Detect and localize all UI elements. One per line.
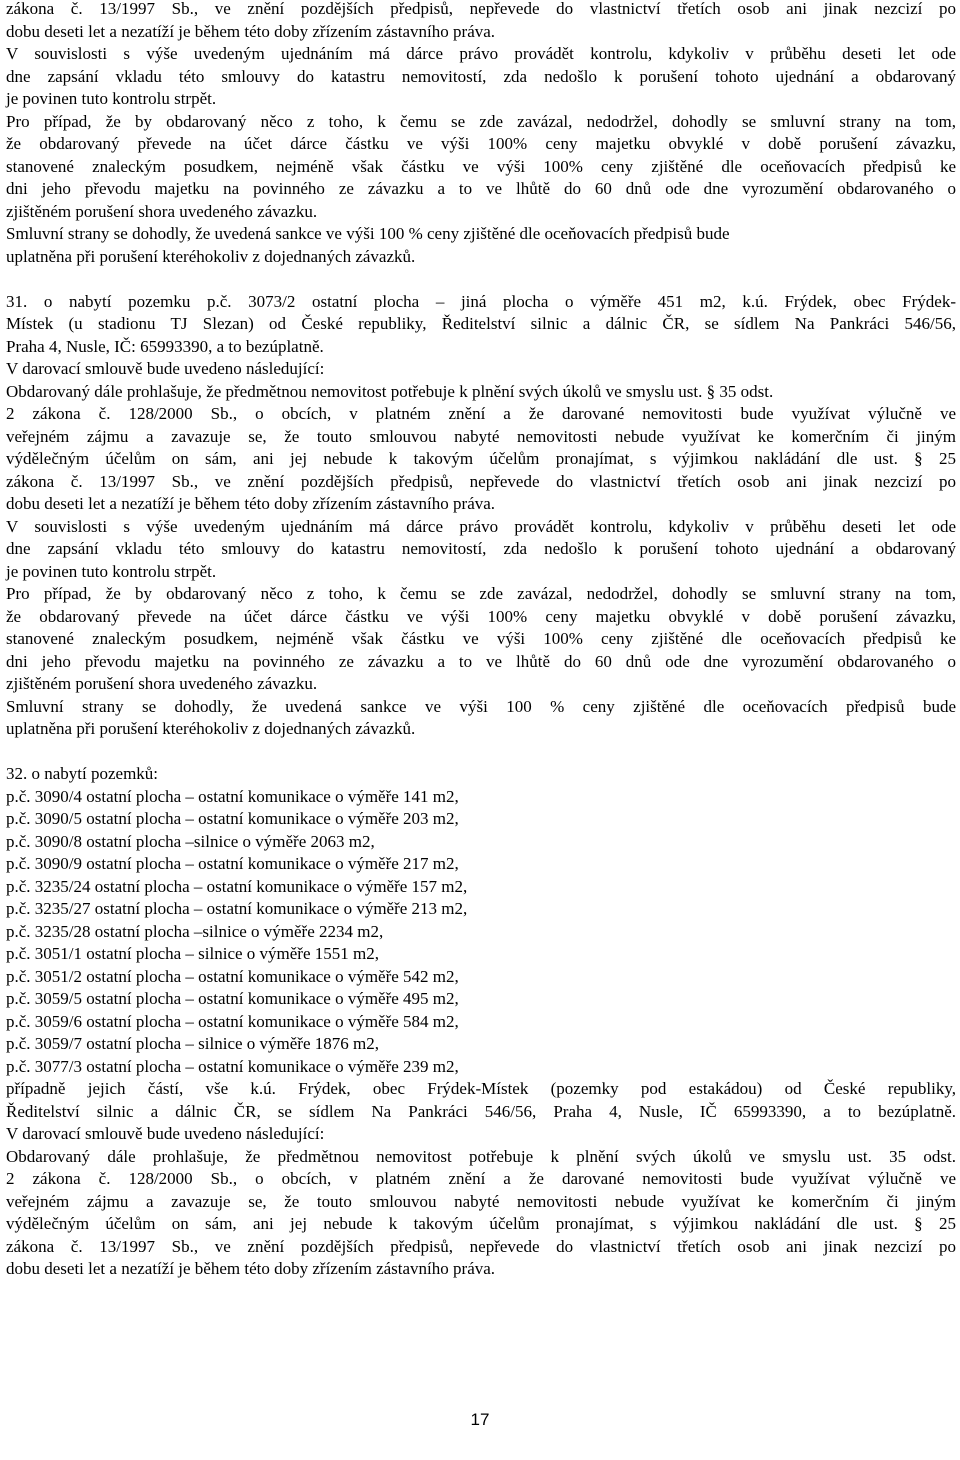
text-line: zákona č. 13/1997 Sb., ve znění pozdějších předpisů, nepřevede do vlastnictví třetích osob ani jinak nezcizí po [6, 1236, 956, 1256]
text-line: případně jejich částí, vše k.ú. Frýdek, obec Frýdek-Místek (pozemky pod estakádou) od České republiky, [6, 1079, 956, 1098]
text-line: V darovací smlouvě bude uvedeno následující: [6, 359, 325, 378]
text-line: p.č. 3235/27 ostatní plocha – ostatní komunikace o výměře 213 m2, [6, 899, 468, 918]
text-line: Pro případ, že by obdarovaný něco z toho, k čemu se zde zavázal, nedodržel, dohodly se smluvní strany na tom, [6, 111, 956, 131]
text-line: je povinen tuto kontrolu strpět. [6, 561, 217, 581]
text-line: výdělečným účelům on sám, ani jej nebude k takovým účelům pronajímat, s výjimkou nakládání dle ust. § 25 [6, 449, 956, 468]
text-line: p.č. 3090/8 ostatní plocha –silnice o výměře 2063 m2, [6, 831, 375, 851]
text-line: p.č. 3090/9 ostatní plocha – ostatní komunikace o výměře 217 m2, [6, 854, 459, 873]
text-line: veřejném zájmu a zavazuje se, že touto smlouvou nabyté nemovitosti nebude využívat ke komerčním či jiným [6, 1191, 956, 1211]
text-line: Obdarovaný dále prohlašuje, že předmětnou nemovitost potřebuje k plnění svých úkolů ve smyslu ust. 35 odst. [6, 1146, 956, 1166]
text-line: p.č. 3090/4 ostatní plocha – ostatní komunikace o výměře 141 m2, [6, 786, 459, 806]
blank-line [6, 741, 956, 764]
text-line: dobu deseti let a nezatíží je během této doby zřízením zástavního práva. [6, 21, 496, 41]
text-line: 32. o nabytí pozemků: [6, 764, 159, 783]
text-line: 2 zákona č. 128/2000 Sb., o obcích, v platném znění a že darované nemovitosti bude využívat výlučně ve [6, 404, 956, 423]
text-line: p.č. 3235/28 ostatní plocha –silnice o výměře 2234 m2, [6, 921, 384, 941]
text-line: V souvislosti s výše uvedeným ujednáním má dárce právo provádět kontrolu, kdykoliv v průběhu deseti let ode [6, 516, 956, 536]
text-line: zjištěném porušení shora uvedeného závazku. [6, 201, 318, 221]
text-line: veřejném zájmu a zavazuje se, že touto smlouvou nabyté nemovitosti nebude využívat ke komerčním či jiným [6, 426, 956, 446]
text-line: p.č. 3059/5 ostatní plocha – ostatní komunikace o výměře 495 m2, [6, 989, 459, 1008]
blank-line [6, 268, 956, 291]
text-line: Smluvní strany se dohodly, že uvedená sankce ve výši 100 % ceny zjištěné dle oceňovacích předpisů bude [6, 224, 730, 243]
text-line: dobu deseti let a nezatíží je během této doby zřízením zástavního práva. [6, 494, 496, 513]
text-line: Praha 4, Nusle, IČ: 65993390, a to bezúplatně. [6, 336, 324, 356]
text-line: 31. o nabytí pozemku p.č. 3073/2 ostatní plocha – jiná plocha o výměře 451 m2, k.ú. Frýdek, obec Frýdek- [6, 291, 956, 311]
text-line: 2 zákona č. 128/2000 Sb., o obcích, v platném znění a že darované nemovitosti bude využívat výlučně ve [6, 1169, 956, 1188]
text-line: p.č. 3235/24 ostatní plocha – ostatní komunikace o výměře 157 m2, [6, 876, 468, 896]
text-line: Obdarovaný dále prohlašuje, že předmětnou nemovitost potřebuje k plnění svých úkolů ve smyslu ust. § 35 odst. [6, 381, 774, 401]
text-line: p.č. 3090/5 ostatní plocha – ostatní komunikace o výměře 203 m2, [6, 809, 459, 828]
page-number: 17 [470, 1410, 490, 1429]
text-line: zákona č. 13/1997 Sb., ve znění pozdějších předpisů, nepřevede do vlastnictví třetích osob ani jinak nezcizí po [6, 471, 956, 491]
text-line: dni jeho převodu majetku na povinného ze závazku a to ve lhůtě do 60 dnů ode dne vyrozumění obdarovaného o [6, 179, 956, 198]
text-line: p.č. 3077/3 ostatní plocha – ostatní komunikace o výměře 239 m2, [6, 1056, 459, 1076]
text-line: zjištěném porušení shora uvedeného závazku. [6, 674, 318, 693]
text-line: je povinen tuto kontrolu strpět. [6, 89, 217, 108]
text-line: V darovací smlouvě bude uvedeno následující: [6, 1124, 325, 1143]
text-line: p.č. 3051/2 ostatní plocha – ostatní komunikace o výměře 542 m2, [6, 966, 459, 986]
text-line: uplatněna při porušení kteréhokoliv z dojednaných závazků. [6, 246, 416, 266]
text-line: p.č. 3051/1 ostatní plocha – silnice o výměře 1551 m2, [6, 944, 379, 963]
document-body [6, 0, 956, 1281]
text-line: p.č. 3059/7 ostatní plocha – silnice o výměře 1876 m2, [6, 1034, 379, 1053]
text-line: V souvislosti s výše uvedeným ujednáním má dárce právo provádět kontrolu, kdykoliv v průběhu deseti let ode [6, 44, 956, 63]
text-line: Smluvní strany se dohodly, že uvedená sankce ve výši 100 % ceny zjištěné dle oceňovacích předpisů bude [6, 696, 956, 716]
text-line: p.č. 3059/6 ostatní plocha – ostatní komunikace o výměře 584 m2, [6, 1011, 459, 1031]
text-line: dni jeho převodu majetku na povinného ze závazku a to ve lhůtě do 60 dnů ode dne vyrozumění obdarovaného o [6, 651, 956, 671]
text-line: výdělečným účelům on sám, ani jej nebude k takovým účelům pronajímat, s výjimkou nakládání dle ust. § 25 [6, 1214, 956, 1233]
text-line: stanovené znaleckým posudkem, nejméně však částku ve výši 100% ceny zjištěné dle oceňovacích předpisů ke [6, 629, 956, 648]
text-line: Ředitelství silnic a dálnic ČR, se sídlem Na Pankráci 546/56, Praha 4, Nusle, IČ 65993390, a to bezúplatně. [6, 1101, 956, 1121]
text-line: že obdarovaný převede na účet dárce částku ve výši 100% ceny majetku obvyklé v době porušení závazku, [6, 134, 956, 153]
text-line: uplatněna při porušení kteréhokoliv z dojednaných závazků. [6, 719, 416, 738]
text-line: Pro případ, že by obdarovaný něco z toho, k čemu se zde zavázal, nedodržel, dohodly se smluvní strany na tom, [6, 584, 956, 603]
text-line: dne zapsání vkladu této smlouvy do katastru nemovitostí, zda nedošlo k porušení tohoto ujednání a obdarovaný [6, 539, 956, 558]
text-line: zákona č. 13/1997 Sb., ve znění pozdějších předpisů, nepřevede do vlastnictví třetích osob ani jinak nezcizí po [6, 0, 956, 18]
text-line: Místek (u stadionu TJ Slezan) od České republiky, Ředitelství silnic a dálnic ČR, se sídlem Na Pankráci 546/56, [6, 314, 956, 333]
text-line: dne zapsání vkladu této smlouvy do katastru nemovitostí, zda nedošlo k porušení tohoto ujednání a obdarovaný [6, 66, 956, 86]
text-line: stanovené znaleckým posudkem, nejméně však částku ve výši 100% ceny zjištěné dle oceňovacích předpisů ke [6, 156, 956, 176]
text-line: že obdarovaný převede na účet dárce částku ve výši 100% ceny majetku obvyklé v době porušení závazku, [6, 606, 956, 626]
text-line: dobu deseti let a nezatíží je během této doby zřízením zástavního práva. [6, 1259, 496, 1278]
